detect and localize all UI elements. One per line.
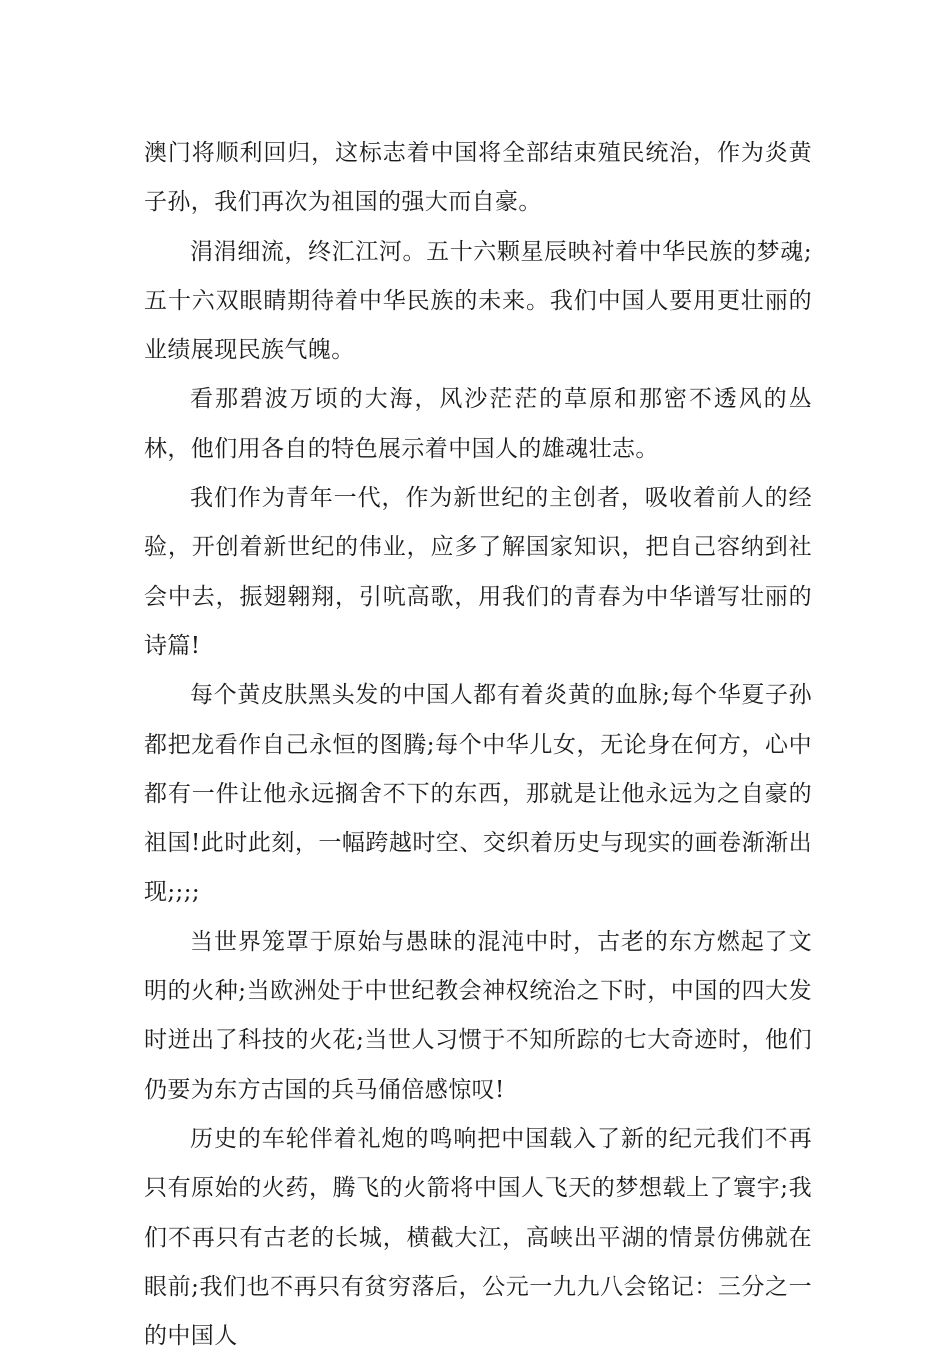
paragraph: 看那碧波万顷的大海，风沙茫茫的草原和那密不透风的丛林，他们用各自的特色展示着中国人的雄魂壮志。 xyxy=(144,386,812,462)
paragraph: 每个黄皮肤黑头发的中国人都有着炎黄的血脉;每个华夏子孙都把龙看作自己永恒的图腾;每个中华儿女，无论身在何方，心中都有一件让他永远搁舍不下的东西，那就是让他永远为之自豪的祖国!此时此刻，一幅跨越时空、交织着历史与现实的画卷渐渐出现;;;; xyxy=(144,682,812,906)
paragraph: 历史的车轮伴着礼炮的鸣响把中国载入了新的纪元我们不再只有原始的火药，腾飞的火箭将中国人飞天的梦想载上了寰宇;我们不再只有古老的长城，横截大江，高峡出平湖的情景仿佛就在眼前;我们也不再只有贫穷落后，公元一九九八会铭记：三分之一的中国人 xyxy=(144,1125,812,1350)
paragraph: 当世界笼罩于原始与愚昧的混沌中时，古老的东方燃起了文明的火种;当欧洲处于中世纪教会神权统治之下时，中国的四大发时迸出了科技的火花;当世人习惯于不知所踪的七大奇迹时，他们仍要为东方古国的兵马俑倍感惊叹! xyxy=(144,928,812,1103)
document-body xyxy=(144,129,812,1361)
paragraph: 澳门将顺利回归，这标志着中国将全部结束殖民统治，作为炎黄子孙，我们再次为祖国的强大而自豪。 xyxy=(144,140,812,216)
paragraph: 我们作为青年一代，作为新世纪的主创者，吸收着前人的经验，开创着新世纪的伟业，应多了解国家知识，把自己容纳到社会中去，振翅翱翔，引吭高歌，用我们的青春为中华谱写壮丽的诗篇! xyxy=(144,485,812,659)
paragraph: 涓涓细流，终汇江河。五十六颗星辰映衬着中华民族的梦魂;五十六双眼睛期待着中华民族的未来。我们中国人要用更壮丽的业绩展现民族气魄。 xyxy=(144,238,812,364)
